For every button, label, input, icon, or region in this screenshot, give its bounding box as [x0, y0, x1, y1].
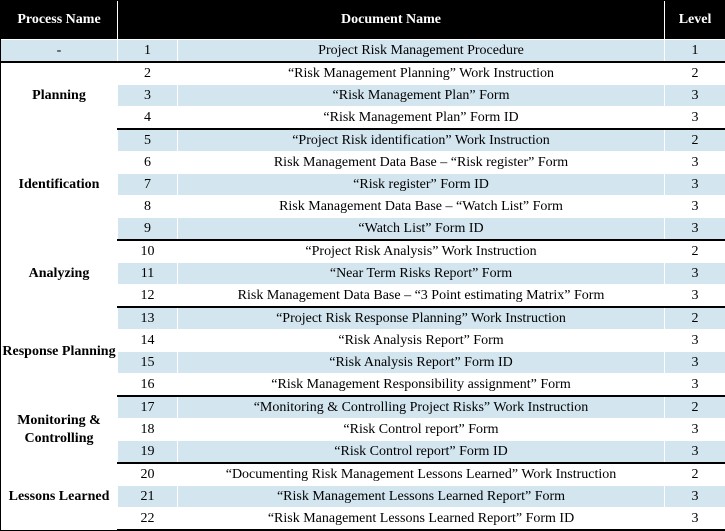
- process-name-cell: Lessons Learned: [1, 463, 118, 530]
- document-name-cell: “Risk Management Planning” Work Instruction: [178, 62, 665, 85]
- level-cell: 3: [665, 196, 725, 218]
- document-number-cell: 15: [118, 352, 178, 374]
- document-name-cell: “Project Risk Response Planning” Work Instruction: [178, 307, 665, 330]
- document-name-cell: “Monitoring & Controlling Project Risks” Work Instruction: [178, 396, 665, 419]
- document-name-cell: “Near Term Risks Report” Form: [178, 263, 665, 285]
- document-number-cell: 7: [118, 174, 178, 196]
- level-cell: 2: [665, 129, 725, 152]
- document-number-cell: 13: [118, 307, 178, 330]
- document-name-cell: “Project Risk Analysis” Work Instruction: [178, 240, 665, 263]
- document-number-cell: 11: [118, 263, 178, 285]
- process-name-cell: Analyzing: [1, 240, 118, 307]
- document-number-cell: 2: [118, 62, 178, 85]
- table-row: [1, 62, 725, 85]
- document-number-cell: 1: [118, 40, 178, 63]
- level-cell: 2: [665, 240, 725, 263]
- level-cell: 3: [665, 419, 725, 441]
- header-process-name: Process Name: [1, 1, 118, 40]
- process-name-cell: Planning: [1, 62, 118, 129]
- level-cell: 3: [665, 441, 725, 464]
- table-body: [1, 40, 725, 531]
- document-number-cell: 17: [118, 396, 178, 419]
- table-row: [1, 463, 725, 486]
- level-cell: 2: [665, 396, 725, 419]
- table-row: [1, 40, 725, 63]
- document-name-cell: “Risk Management Lessons Learned Report” Form ID: [178, 508, 665, 531]
- document-name-cell: “Documenting Risk Management Lessons Learned” Work Instruction: [178, 463, 665, 486]
- document-name-cell: “Risk register” Form ID: [178, 174, 665, 196]
- level-cell: 1: [665, 40, 725, 63]
- document-number-cell: 8: [118, 196, 178, 218]
- document-name-cell: “Risk Management Plan” Form: [178, 85, 665, 107]
- level-cell: 2: [665, 62, 725, 85]
- document-number-cell: 5: [118, 129, 178, 152]
- document-number-cell: 22: [118, 508, 178, 531]
- level-cell: 3: [665, 152, 725, 174]
- document-number-cell: 6: [118, 152, 178, 174]
- header-row: [1, 1, 725, 40]
- level-cell: 3: [665, 508, 725, 531]
- level-cell: 2: [665, 307, 725, 330]
- level-cell: 3: [665, 107, 725, 130]
- document-number-cell: 10: [118, 240, 178, 263]
- document-name-cell: Risk Management Data Base – “3 Point estimating Matrix” Form: [178, 285, 665, 308]
- level-cell: 3: [665, 263, 725, 285]
- document-number-cell: 16: [118, 374, 178, 397]
- level-cell: 2: [665, 463, 725, 486]
- header-document-name: Document Name: [118, 1, 665, 40]
- table-row: [1, 240, 725, 263]
- table-row: [1, 396, 725, 419]
- document-name-cell: “Risk Control report” Form ID: [178, 441, 665, 464]
- document-number-cell: 14: [118, 330, 178, 352]
- process-name-cell: Monitoring & Controlling: [1, 396, 118, 463]
- document-name-cell: “Watch List” Form ID: [178, 218, 665, 241]
- document-number-cell: 19: [118, 441, 178, 464]
- table-row: [1, 307, 725, 330]
- document-number-cell: 3: [118, 85, 178, 107]
- level-cell: 3: [665, 352, 725, 374]
- document-name-cell: “Risk Analysis Report” Form ID: [178, 352, 665, 374]
- level-cell: 3: [665, 85, 725, 107]
- document-number-cell: 21: [118, 486, 178, 508]
- process-name-cell: Response Planning: [1, 307, 118, 396]
- document-name-cell: “Risk Control report” Form: [178, 419, 665, 441]
- document-name-cell: Risk Management Data Base – “Risk register” Form: [178, 152, 665, 174]
- document-name-cell: “Risk Management Responsibility assignment” Form: [178, 374, 665, 397]
- header-level: Level: [665, 1, 725, 40]
- table-row: [1, 129, 725, 152]
- document-number-cell: 4: [118, 107, 178, 130]
- document-number-cell: 12: [118, 285, 178, 308]
- table-header: [1, 1, 725, 40]
- document-number-cell: 20: [118, 463, 178, 486]
- document-number-cell: 18: [118, 419, 178, 441]
- document-name-cell: “Risk Management Plan” Form ID: [178, 107, 665, 130]
- document-name-cell: Project Risk Management Procedure: [178, 40, 665, 63]
- document-number-cell: 9: [118, 218, 178, 241]
- document-name-cell: Risk Management Data Base – “Watch List” Form: [178, 196, 665, 218]
- level-cell: 3: [665, 374, 725, 397]
- document-name-cell: “Project Risk identification” Work Instruction: [178, 129, 665, 152]
- level-cell: 3: [665, 285, 725, 308]
- level-cell: 3: [665, 174, 725, 196]
- level-cell: 3: [665, 218, 725, 241]
- level-cell: 3: [665, 486, 725, 508]
- document-name-cell: “Risk Management Lessons Learned Report” Form: [178, 486, 665, 508]
- process-name-cell: -: [1, 40, 118, 63]
- process-name-cell: Identification: [1, 129, 118, 240]
- document-name-cell: “Risk Analysis Report” Form: [178, 330, 665, 352]
- level-cell: 3: [665, 330, 725, 352]
